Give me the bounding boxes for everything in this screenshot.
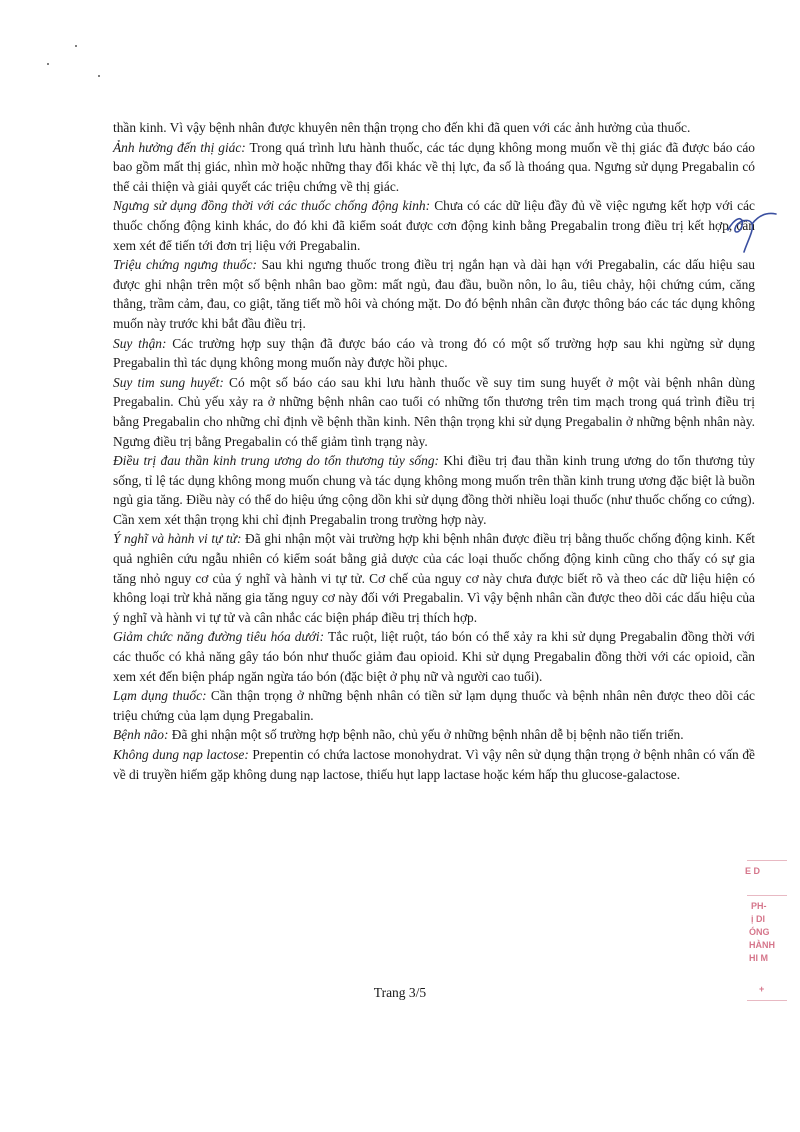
handwritten-signature-icon (722, 200, 782, 260)
document-body (113, 118, 755, 784)
stamp-fragment (745, 855, 795, 1005)
paragraph: Điều trị đau thần kinh trung ương do tổn thương tủy sống: Khi điều trị đau thần kinh trung ương do tổn thương tủy sống, tỉ lệ tác dụng không mong muốn chung và tác dụng không mong muốn trên thần kinh trung ương đặc biệt là buồn ngủ gia tăng. Điều này có thể do hiệu ứng cộng dồn khi sử dụng đồng thời nhiều loại thuốc (như thuốc chống co cứng). Cần xem xét thận trọng khi chỉ định Pregabalin trong trường hợp này. (113, 453, 755, 527)
scan-speck (98, 75, 100, 77)
stamp-line: ị DI (751, 914, 766, 924)
page-number: Trang 3/5 (373, 985, 427, 1000)
stamp-line: PH- (751, 901, 767, 911)
stamp-rule (747, 1000, 787, 1001)
paragraph: Suy tim sung huyết: Có một số báo cáo sau khi lưu hành thuốc về suy tim sung huyết ở một vài bệnh nhân dùng Pregabalin. Chủ yếu xảy ra ở những bệnh nhân cao tuổi có những tổn thương trên tim mạch trong quá trình điều trị bằng Pregabalin cho những chỉ định về bệnh thần kinh. Nên thận trọng khi sử dụng Pregabalin ở những bệnh nhân này. Ngưng điều trị bằng Pregabalin có thể giảm tình trạng này. (113, 374, 755, 449)
paragraph: Ảnh hưởng đến thị giác: Trong quá trình lưu hành thuốc, các tác dụng không mong muốn về thị giác đã được báo cáo bao gồm mất thị giác, nhìn mờ hoặc những thay đổi khác về thị lực, đa số là thoáng qua. Ngưng sử dụng Pregabalin có thể cải thiện và giải quyết các triệu chứng về thị giác. (113, 139, 755, 194)
paragraph: Bệnh não: Đã ghi nhận một số trường hợp bệnh não, chủ yếu ở những bệnh nhân dễ bị bệnh não tiến triển. (113, 727, 684, 743)
paragraph: Giảm chức năng đường tiêu hóa dưới: Tắc ruột, liệt ruột, táo bón có thể xảy ra khi sử dụng Pregabalin đồng thời với các thuốc có khả năng gây táo bón như thuốc giảm đau opioid. Khi sử dụng Pregabalin đồng thời với các opioid, cần xem xét đến biện pháp ngăn ngừa táo bón (đặc biệt ở phụ nữ và người cao tuổi). (113, 629, 755, 684)
paragraph: Ngưng sử dụng đồng thời với các thuốc chống động kinh: Chưa có các dữ liệu đầy đủ về việc ngưng kết hợp với các thuốc chống động kinh khác, do đó khi đã kiểm soát được cơn động kinh bằng Pregabalin trong điều trị kết hợp, cần xem xét để tiến tới đơn trị liệu với Pregabalin. (113, 198, 755, 253)
paragraph: Không dung nạp lactose: Prepentin có chứa lactose monohydrat. Vì vậy nên sử dụng thận trọng ở bệnh nhân có vấn đề về di truyền hiếm gặp không dung nạp lactose, thiếu hụt lapp lactase hoặc kém hấp thu glucose-galactose. (113, 747, 755, 782)
paragraph: Suy thận: Các trường hợp suy thận đã được báo cáo và trong đó có một số trường hợp sau khi ngừng sử dụng Pregabalin thì tác dụng không mong muốn này được hồi phục. (113, 335, 755, 371)
paragraph: Lạm dụng thuốc: Cần thận trọng ở những bệnh nhân có tiền sử lạm dụng thuốc và bệnh nhân nên được theo dõi các triệu chứng của lạm dụng Pregabalin. (113, 688, 756, 723)
stamp-line: HÀNH (749, 940, 775, 950)
paragraph: Ý nghĩ và hành vi tự tử: Đã ghi nhận một vài trường hợp khi bệnh nhân được điều trị bằng thuốc chống động kinh. Kết quả nghiên cứu ngẫu nhiên có kiểm soát bằng giả dược của các loại thuốc chống động kinh cũng cho thấy có sự gia tăng nhỏ nguy cơ của ý nghĩ và hành vi tự tử. Cơ chế của nguy cơ này chưa được biết rõ và theo các dữ liệu hiện có không loại trừ khả năng gia tăng nguy cơ này đối với Pregabalin. Vì vậy bệnh nhân cần được theo dõi các dấu hiệu của ý nghĩ và hành vi tự tử và cân nhắc các biện pháp điều trị thích hợp. (113, 531, 755, 625)
stamp-rule (747, 895, 787, 896)
stamp-line: + (759, 984, 765, 994)
scan-speck (75, 45, 77, 47)
stamp-line: HI M (749, 953, 768, 963)
paragraph: Triệu chứng ngưng thuốc: Sau khi ngưng thuốc trong điều trị ngắn hạn và dài hạn với Pregabalin, các dấu hiệu sau được ghi nhận trên một số bệnh nhân bao gồm: mất ngủ, đau đầu, buồn nôn, lo âu, tiêu chảy, hội chứng cúm, căng thẳng, trầm cảm, đau, co giật, tăng tiết mồ hôi và chóng mặt. Do đó bệnh nhân cần được thông báo các tác dụng không muốn này trước khi bắt đầu điều trị. (113, 257, 755, 331)
stamp-line: ÓNG (749, 927, 770, 937)
stamp-line: E D (745, 866, 761, 876)
paragraph: thần kinh. Vì vậy bệnh nhân được khuyên nên thận trọng cho đến khi đã quen với các ảnh hưởng của thuốc. (113, 120, 691, 135)
scan-speck (47, 63, 49, 65)
